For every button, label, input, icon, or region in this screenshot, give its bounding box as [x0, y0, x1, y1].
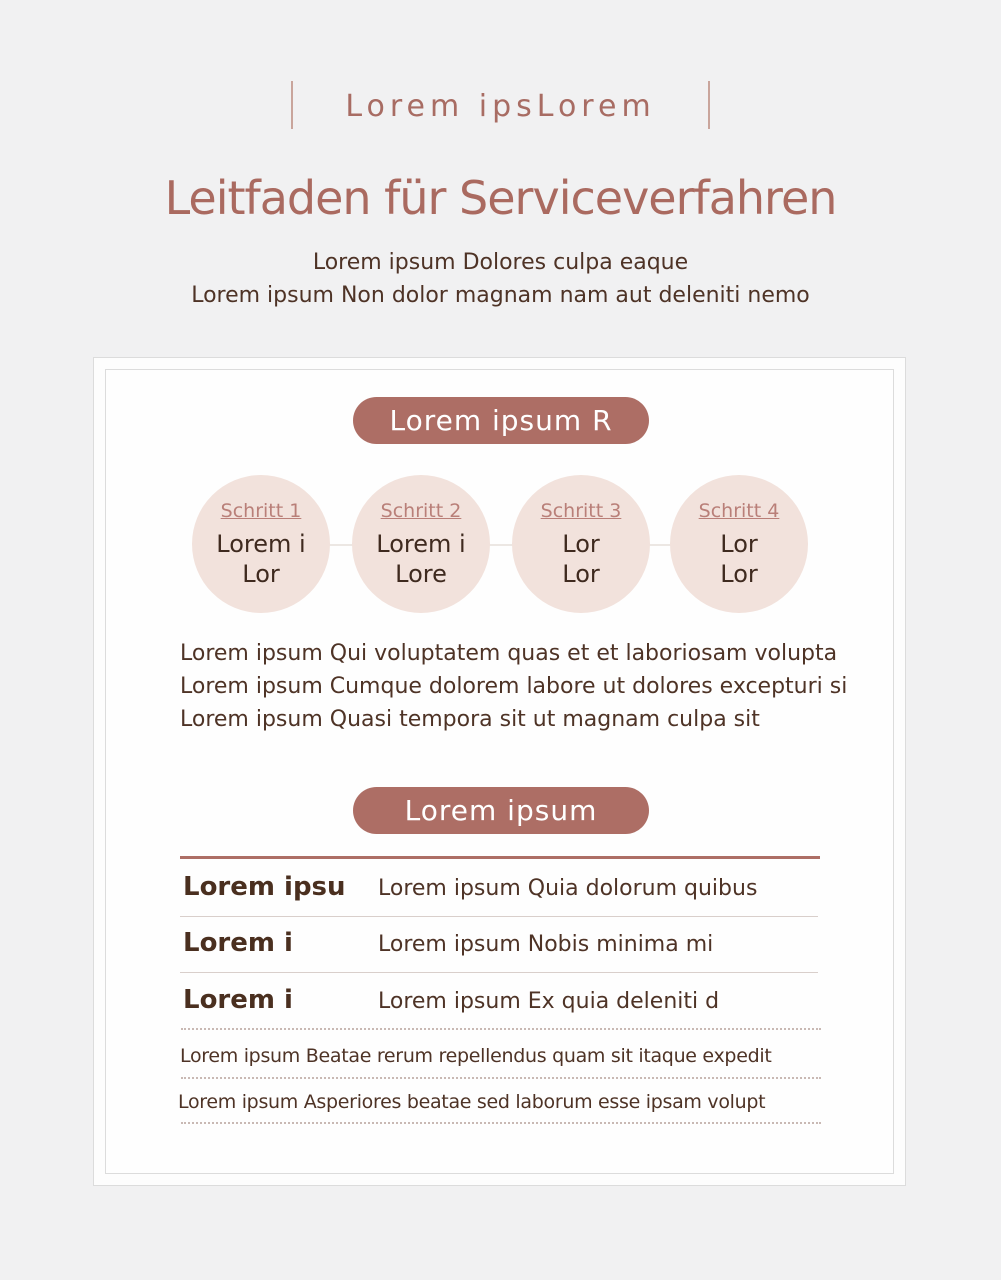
note-line-1: Lorem ipsum Beatae rerum repellendus quam sit itaque expedit	[180, 1045, 772, 1067]
table-row	[180, 860, 818, 917]
table-row	[180, 916, 818, 973]
table-row	[180, 973, 818, 1029]
step-label[interactable]: Schritt 3	[540, 500, 622, 522]
steps-connector-line	[262, 544, 740, 546]
step-title: Lorem i Lor	[216, 530, 306, 588]
row-key: Lorem i	[183, 985, 293, 1015]
row-key: Lorem i	[183, 928, 293, 958]
row-key: Lorem ipsu	[183, 872, 346, 902]
subtitle-line-2: Lorem ipsum Non dolor magnam nam aut deleniti nemo	[191, 283, 810, 308]
step-label[interactable]: Schritt 2	[380, 500, 462, 522]
row-value: Lorem ipsum Nobis minima mi	[378, 932, 714, 957]
process-section-pill: Lorem ipsum R	[353, 397, 649, 444]
table-top-rule	[180, 856, 820, 859]
note-line-2: Lorem ipsum Asperiores beatae sed laborum esse ipsam volupt	[178, 1091, 766, 1113]
row-value: Lorem ipsum Quia dolorum quibus	[378, 876, 758, 901]
process-description-line-1: Lorem ipsum Qui voluptatem quas et et laboriosam volupta	[180, 641, 838, 666]
step-title: Lor Lor	[720, 530, 758, 588]
step-title: Lorem i Lore	[376, 530, 466, 588]
details-section-pill: Lorem ipsum	[353, 787, 649, 834]
dotted-divider	[181, 1028, 821, 1030]
subtitle-line-1: Lorem ipsum Dolores culpa eaque	[312, 250, 689, 275]
step-label[interactable]: Schritt 1	[220, 500, 302, 522]
process-description-line-2: Lorem ipsum Cumque dolorem labore ut dolores excepturi si	[180, 674, 848, 699]
row-value: Lorem ipsum Ex quia deleniti d	[378, 989, 720, 1014]
process-description-line-3: Lorem ipsum Quasi tempora sit ut magnam culpa sit	[180, 707, 760, 732]
brand-text: Lorem ipsLorem	[345, 89, 656, 124]
brand-divider-right	[708, 81, 710, 129]
process-step-4	[670, 475, 808, 613]
step-title: Lor Lor	[562, 530, 600, 588]
page-title: Leitfaden für Serviceverfahren	[164, 171, 837, 225]
dotted-divider	[181, 1122, 821, 1124]
process-step-2	[352, 475, 490, 613]
process-step-1	[192, 475, 330, 613]
step-label[interactable]: Schritt 4	[698, 500, 780, 522]
process-step-3	[512, 475, 650, 613]
dotted-divider	[181, 1077, 821, 1079]
brand-header	[291, 81, 710, 129]
